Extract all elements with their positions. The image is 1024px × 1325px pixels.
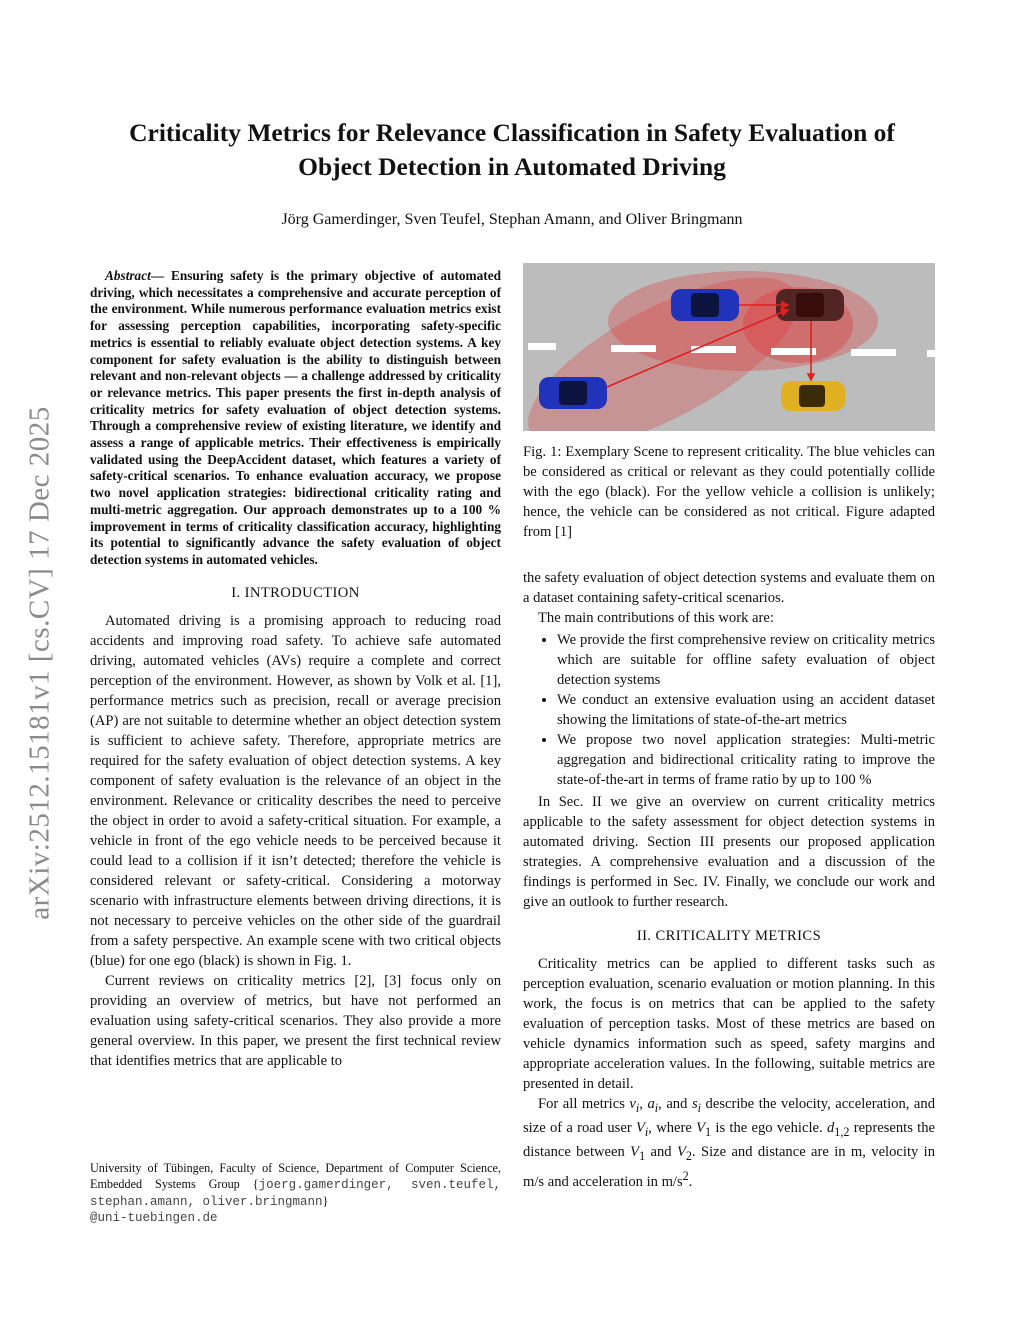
critical-vehicle-bottom-icon [539,377,607,409]
affiliation-text: University of Tübingen, Faculty of Science, Department of Computer Science, Embedded Systems Group [90,1161,501,1191]
math-s: s [691,1096,698,1112]
lane-dash [771,348,816,355]
notation-text: describe the velocity, acceleration, and size of a road user [523,1096,936,1136]
math-sub-2: 2 [685,1148,692,1163]
left-column [90,268,501,1071]
outline-paragraph: In Sec. II we give an overview on current criticality metrics applicable to the safety assessment for object detection systems in automated driving. Section III presents our proposed application strategies. A comprehensive evaluation and a discussion of the findings is performed in Sec. IV. Finally, we conclude our work and give an outlook to further research. [523,794,935,910]
math-a: a [647,1096,655,1112]
metrics-paragraph: Criticality metrics can be applied to different tasks such as perception evaluation, scenario evaluation or motion planning. In this work, the focus is on metrics that can be applied to the safety evaluation of perception tasks. Most of these metrics are based on vehicle dynamics information such as speed, safety margins and appropriate acceleration values. In the following, suitable metrics are presented in detail. [523,956,935,1092]
contribution-item: • We propose two novel application strategies: Multi-metric aggregation and bidirectional criticality rating to improve the state-of-the-art in terms of frame ratio by up to 100 % [557,730,935,790]
math-V: V [696,1119,706,1136]
math-sup-2: 2 [682,1168,689,1183]
contributions-intro: The main contributions of this work are: [538,610,774,626]
math-sub-i: i [697,1100,702,1115]
abstract-text: Ensuring safety is the primary objective of automated driving, which necessitates a comprehensive and accurate perception of the environment. While numerous performance evaluation metrics exist for assessing perception capabilities, incorporating safety-specific metrics is essential to reliably evaluate object detection systems. A key component for safety evaluation is the ability to distinguish between relevant and non-relevant objects — a challenge addressed by criticality or relevance metrics. This paper presents the first in-depth analysis of criticality metrics for safety evaluation of object detection systems. Through a comprehensive review of existing literature, we identify and assess a range of applicable metrics. Their effectiveness is empirically validated using the DeepAccident dataset, which features a variety of safety-critical scenarios. To enhance evaluation accuracy, we propose two novel application strategies: bidirectional criticality rating and multi-metric aggregation. Our approach demonstrates up to a 100 % improvement in terms of criticality classification accuracy, highlighting its potential to significantly advance the safety evaluation of object detection systems in automated vehicles. [90,268,501,567]
email-domain: @uni-tuebingen.de [90,1211,218,1226]
author-emails: joerg.gamerdinger, sven.teufel, stephan.amann, oliver.bringmann [90,1177,501,1209]
math-V: V [635,1119,645,1136]
lane-dash [927,350,935,357]
math-v: v [629,1096,636,1112]
contributions-list [523,630,935,790]
non-critical-vehicle-icon [781,381,845,411]
right-column [523,568,935,1192]
arxiv-sidebar [0,0,72,1325]
lane-dash [691,346,736,353]
math-sub-1: 1 [639,1148,646,1163]
abstract [90,268,501,569]
notation-paragraph [523,1094,935,1192]
critical-vehicle-top-icon [671,289,739,321]
lane-dash [851,349,896,356]
notation-text: . Size and distance are in m, velocity in m/s and acceleration in m/s [523,1143,936,1190]
section-heading-criticality-metrics: II. CRITICALITY METRICS [636,928,822,944]
math-V: V [630,1143,640,1160]
title-line-2: Object Detection in Automated Driving [298,152,726,181]
affiliation-footnote [90,1161,501,1227]
arxiv-identifier: arXiv:2512.15181v1 [cs.CV] 17 Dec 2025 [23,406,56,920]
notation-text: , and [658,1096,692,1112]
brace-close: } [322,1193,329,1208]
notation-text: represents the distance between [523,1119,935,1160]
math-sub-i: i [635,1100,640,1115]
lane-dash [611,345,656,352]
notation-text: , where [648,1119,697,1136]
paper-title [60,116,964,184]
math-sub-12: 1,2 [834,1124,850,1139]
notation-text: For all metrics [538,1096,630,1112]
math-sub-i: i [654,1100,659,1115]
section-heading-introduction: I. INTRODUCTION [231,584,360,601]
author-list: Jörg Gamerdinger, Sven Teufel, Stephan Amann, and Oliver Bringmann [281,211,743,228]
scene-illustration [523,263,935,431]
contribution-item: • We conduct an extensive evaluation using an accident dataset showing the limitations of state-of-the-art metrics [557,690,935,730]
notation-text: is the ego vehicle. [711,1119,827,1136]
figure-1-caption: Fig. 1: Exemplary Scene to represent criticality. The blue vehicles can be considered as critical or relevant as they could potentially collide with the ego (black). For the yellow vehicle a collision is unlikely; hence, the vehicle can be considered as not critical. Figure adapted from [1] [523,444,935,540]
contribution-item: • We provide the first comprehensive review on criticality metrics which are suitable for offline safety evaluation of object detection systems [557,630,935,690]
lane-dash [528,343,556,350]
brace-open: { [252,1176,259,1191]
title-line-1: Criticality Metrics for Relevance Classification in Safety Evaluation of [129,118,895,147]
notation-text: , [639,1096,648,1112]
intro-paragraph-continued: the safety evaluation of object detection systems and evaluate them on a dataset containing safety-critical scenarios. [523,570,935,606]
abstract-dash: — [150,268,171,283]
notation-text: . [688,1173,693,1190]
math-sub-1: 1 [705,1124,712,1139]
figure-1-scene [523,263,935,431]
intro-paragraph-2: Current reviews on criticality metrics [2], [3] focus only on providing an overview of metrics, but have not performed an evaluation using safety-critical scenarios. They also provide a more general overview. In this paper, we present the first technical review that identifies metrics that are applicable to [90,972,501,1069]
intro-paragraph-1: Automated driving is a promising approach to reducing road accidents and improving road safety. To achieve safe automated driving, automated vehicles (AVs) require a complete and correct perception of the environment. However, as shown by Volk et al. [1], performance metrics such as precision, recall or average precision (AP) are not suitable to determine whether an object detection system is sufficient to achieve safety. Therefore, appropriate metrics are required for the safety evaluation of object detection systems. A key component of safety evaluation is the relevance of an object in the environment. Relevance or criticality describes the need to perceive the object in order to avoid a safety-critical situation. For example, a vehicle in front of the ego vehicle needs to be perceived because it could lead to a collision if it isn’t detected; therefore the vehicle is considered relevant or safety-critical. Considering a motorway scenario with infrastructure elements between driving directions, it is not necessary to perceive vehicles on the other side of the guardrail from a safety perspective. An example scene with two critical objects (blue) for one ego (black) is shown in Fig. 1. [90,612,501,969]
notation-text: and [645,1143,677,1160]
abstract-label: Abstract [105,268,151,283]
math-d: d [826,1119,835,1136]
math-V: V [676,1143,686,1160]
math-sub-i: i [644,1124,649,1139]
